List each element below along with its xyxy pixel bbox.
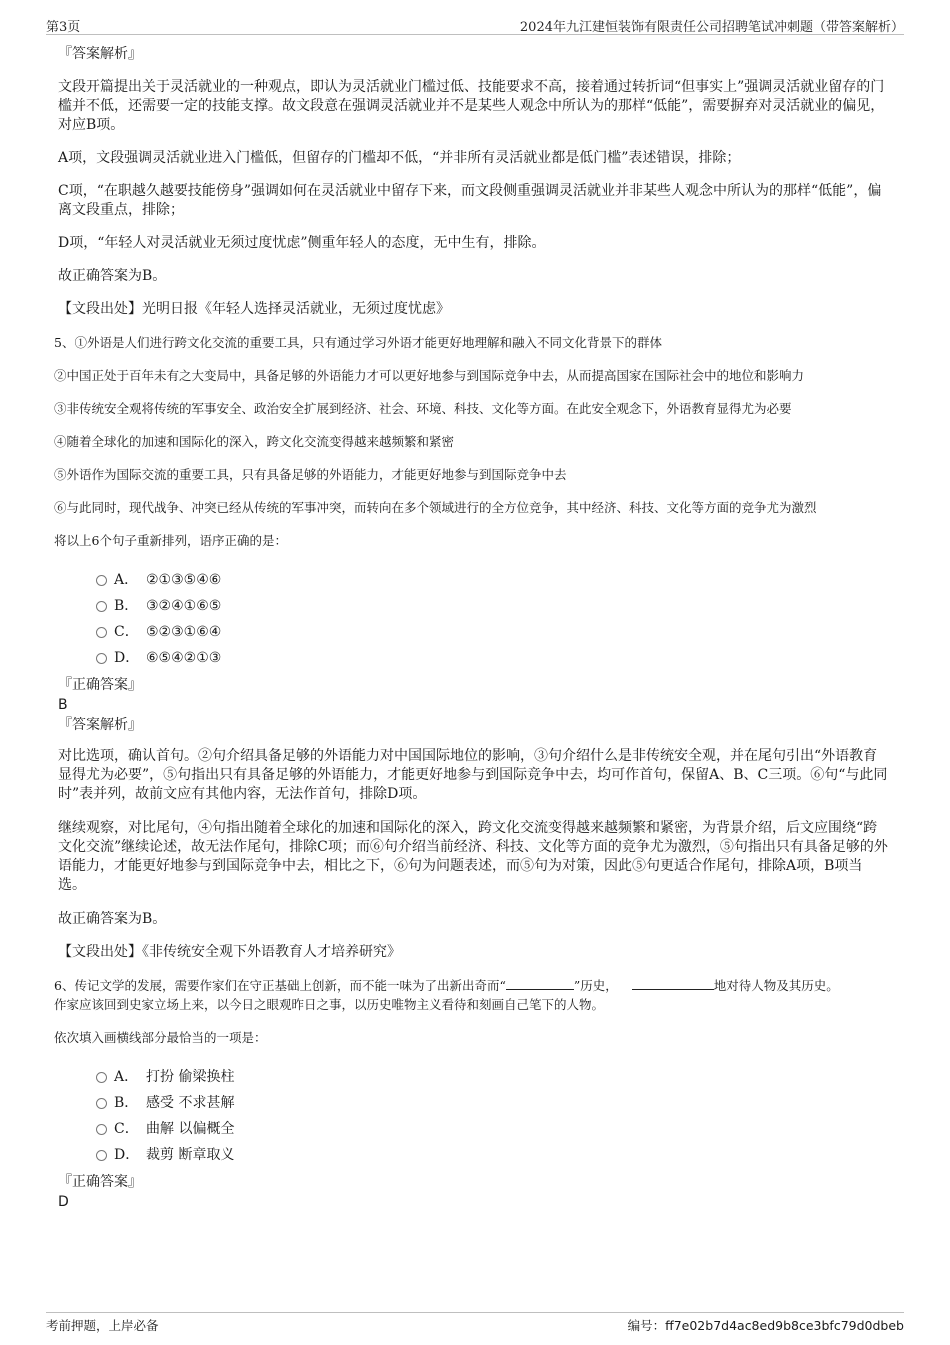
q5-conclusion: 故正确答案为B。 bbox=[58, 911, 167, 927]
q6-stem-continued: 作家应该回到史家立场上来，以今日之眼观昨日之事，以历史唯物主义看待和刻画自己笔下的人物。 bbox=[54, 997, 605, 1012]
q4-source: 【文段出处】光明日报《年轻人选择灵活就业，无须过度忧虑》 bbox=[58, 301, 450, 317]
radio-icon[interactable] bbox=[96, 601, 107, 612]
q5-source: 【文段出处】《非传统安全观下外语教育人才培养研究》 bbox=[58, 944, 401, 960]
radio-icon[interactable] bbox=[96, 1124, 107, 1135]
radio-icon[interactable] bbox=[96, 627, 107, 638]
q5-sentence-4: ④随着全球化的加速和国际化的深入，跨文化交流变得越来越频繁和紧密 bbox=[54, 434, 455, 449]
q5-answer-label: 『正确答案』 bbox=[58, 677, 142, 693]
q5-analysis-paragraph-1: 对比选项，确认首句。②句介绍具备足够的外语能力对中国国际地位的影响，③句介绍什么是非传统安全观，并在尾句引出“外语教育显得尤为必要”，⑤句指出只有具备足够的外语能力，才能更好地参与到国际竞争中去，均可作首句，保留A、B、C三项。⑥句“与此同时”表并列，故前文应有其他内容，无法作首句，排除D项。 bbox=[58, 748, 888, 802]
q4-option-c-analysis: C项，“在职越久越要技能傍身”强调如何在灵活就业中留存下来，而文段侧重强调灵活就业并非某些人观念中所认为的那样“低能”，偏离文段重点，排除； bbox=[58, 183, 882, 218]
q6-answer-label: 『正确答案』 bbox=[58, 1174, 142, 1190]
radio-icon[interactable] bbox=[96, 575, 107, 586]
page-footer bbox=[46, 1312, 904, 1337]
q6-option-b[interactable]: B． 感受 不求甚解 bbox=[96, 1090, 890, 1116]
q4-analysis-paragraph: 文段开篇提出关于灵活就业的一种观点，即认为灵活就业门槛过低、技能要求不高，接着通过转折词“但事实上”强调灵活就业留存的门槛并不低，还需要一定的技能支撑。故文段意在强调灵活就业并不是某些人观念中所认为的那样“低能”，需要摒弃对灵活就业的偏见，对应B项。 bbox=[58, 79, 885, 133]
page-header bbox=[46, 14, 904, 35]
q5-sentence-1: 5、①外语是人们进行跨文化交流的重要工具，只有通过学习外语才能更好地理解和融入不同文化背景下的群体 bbox=[54, 335, 662, 350]
q5-prompt: 将以上6个句子重新排列，语序正确的是： bbox=[54, 533, 287, 548]
q6-options bbox=[96, 1064, 890, 1168]
q5-option-d[interactable]: D． ⑥⑤④②①③ bbox=[96, 645, 890, 671]
question-5 bbox=[54, 333, 890, 550]
q4-option-d-analysis: D项，“年轻人对灵活就业无须过度忧虑”侧重年轻人的态度，无中生有，排除。 bbox=[58, 235, 546, 251]
footer-slogan: 考前押题，上岸必备 bbox=[46, 1318, 159, 1333]
q5-answer: B bbox=[58, 697, 68, 713]
q6-stem: 6、传记文学的发展，需要作家们在守正基础上创新，而不能一味为了出新出奇而“ ”历史， 地对待人物及其历史。 bbox=[54, 978, 839, 993]
q5-option-a[interactable]: A． ②①③⑤④⑥ bbox=[96, 567, 890, 593]
q5-option-b[interactable]: B． ③②④①⑥⑤ bbox=[96, 593, 890, 619]
q6-blank-2 bbox=[632, 977, 714, 990]
q6-answer: D bbox=[58, 1194, 69, 1210]
q5-sentence-2: ②中国正处于百年未有之大变局中，具备足够的外语能力才可以更好地参与到国际竞争中去，从而提高国家在国际社会中的地位和影响力 bbox=[54, 368, 805, 383]
q5-sentence-3: ③非传统安全观将传统的军事安全、政治安全扩展到经济、社会、环境、科技、文化等方面。在此安全观念下，外语教育显得尤为必要 bbox=[54, 401, 792, 416]
document-title: 2024年九江建恒装饰有限责任公司招聘笔试冲刺题（带答案解析） bbox=[519, 20, 904, 35]
radio-icon[interactable] bbox=[96, 653, 107, 664]
q6-option-a[interactable]: A． 打扮 偷梁换柱 bbox=[96, 1064, 890, 1090]
q5-sentence-5: ⑤外语作为国际交流的重要工具，只有具备足够的外语能力，才能更好地参与到国际竞争中去 bbox=[54, 467, 567, 482]
question-6 bbox=[54, 976, 890, 1047]
q4-conclusion: 故正确答案为B。 bbox=[58, 268, 167, 284]
page-content bbox=[54, 44, 890, 1212]
radio-icon[interactable] bbox=[96, 1150, 107, 1161]
radio-icon[interactable] bbox=[96, 1072, 107, 1083]
q5-option-c[interactable]: C． ⑤②③①⑥④ bbox=[96, 619, 890, 645]
q6-prompt: 依次填入画横线部分最恰当的一项是： bbox=[54, 1030, 267, 1045]
q4-analysis-label: 『答案解析』 bbox=[58, 46, 142, 62]
q4-option-a-analysis: A项，文段强调灵活就业进入门槛低，但留存的门槛却不低，“并非所有灵活就业都是低门槛”表述错误，排除； bbox=[58, 150, 741, 166]
q5-analysis-paragraph-2: 继续观察，对比尾句，④句指出随着全球化的加速和国际化的深入，跨文化交流变得越来越频繁和紧密，为背景介绍，后文应围绕“跨文化交流”继续论述，故无法作尾句，排除C项；而⑥句介绍当前经济、科技、文化等方面的竞争尤为激烈，⑤句指出只有具备足够的外语能力，才能更好地参与到国际竞争中去，相比之下，⑥句为问题表述，而⑤句为对策，因此⑤句更适合作尾句，排除A项，B项当选。 bbox=[58, 820, 888, 893]
q5-options bbox=[96, 567, 890, 671]
q6-blank-1 bbox=[506, 977, 574, 990]
q6-option-d[interactable]: D． 裁剪 断章取义 bbox=[96, 1142, 890, 1168]
q5-analysis-label: 『答案解析』 bbox=[58, 717, 142, 733]
q5-sentence-6: ⑥与此同时，现代战争、冲突已经从传统的军事冲突，而转向在多个领域进行的全方位竞争，其中经济、科技、文化等方面的竞争尤为激烈 bbox=[54, 500, 817, 515]
q6-option-c[interactable]: C． 曲解 以偏概全 bbox=[96, 1116, 890, 1142]
page-number: 第3页 bbox=[46, 20, 81, 35]
radio-icon[interactable] bbox=[96, 1098, 107, 1109]
footer-code: 编号：ff7e02b7d4ac8ed9b8ce3bfc79d0dbeb bbox=[627, 1318, 904, 1333]
